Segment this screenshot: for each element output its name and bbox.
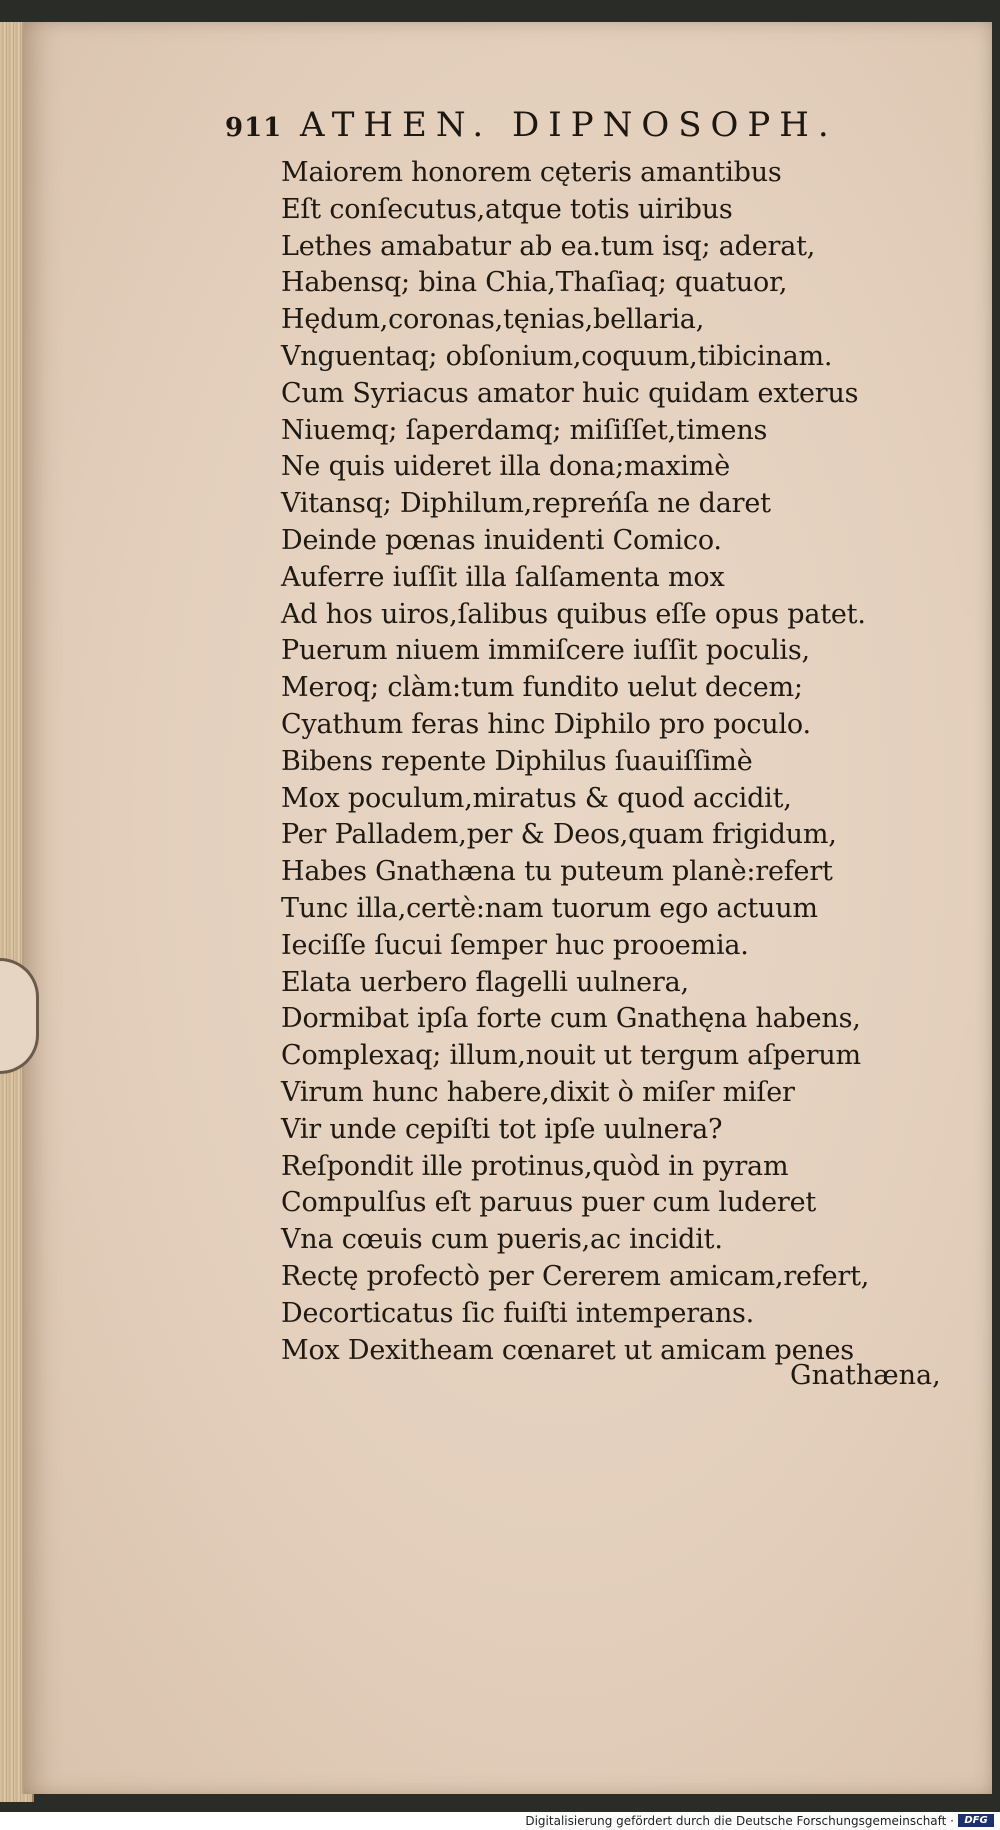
verse-line: Lethes amabatur ab ea.tum isq; aderat, — [281, 230, 816, 262]
verse-line: Complexaq; illum,nouit ut tergum aſperum — [281, 1040, 861, 1072]
verse-line: Virum hunc habere,dixit ò miſer miſer — [281, 1076, 795, 1108]
funding-credit: Digitalisierung gefördert durch die Deutsche Forschungsgemeinschaft · — [525, 1814, 954, 1828]
verse-line: Eſt conſecutus,atque totis uiribus — [281, 193, 733, 225]
folio-number: 911 — [225, 113, 283, 143]
verse-line: Per Palladem,per & Deos,quam frigidum, — [281, 819, 837, 851]
verse-line: Ne quis uideret illa dona;maximè — [281, 451, 730, 483]
verse-line: Decorticatus ſic fuiſti intemperans. — [281, 1297, 755, 1329]
verse-line: Reſpondit ille protinus,quòd in pyram — [281, 1150, 789, 1182]
verse-line: Dormibat ipſa forte cum Gnathęna habens, — [281, 1003, 861, 1035]
verse-line: Bibens repente Diphilus ſuauiſſimè — [281, 745, 753, 777]
verse-line: Vnguentaq; obſonium,coquum,tibicinam. — [281, 340, 833, 372]
verse-line: Meroq; clàm:tum fundito uelut decem; — [281, 672, 803, 704]
verse-line: Niuemq; ſaperdamq; miſiſſet,timens — [281, 414, 768, 446]
verse-line: Hędum,coronas,tęnias,bellaria, — [281, 304, 705, 336]
verse-line: Cyathum feras hinc Diphilo pro poculo. — [281, 708, 811, 740]
running-title: ATHEN. DIPNOSOPH. — [300, 105, 838, 145]
verse-line: Mox poculum,miratus & quod accidit, — [281, 782, 792, 814]
verse-line: Deinde pœnas inuidenti Comico. — [281, 524, 722, 556]
verse-line: Habes Gnathæna tu puteum planè:refert — [281, 856, 833, 888]
verse-line: Elata uerbero flagelli uulnera, — [281, 966, 689, 998]
verse-line: Maiorem honorem cęteris amantibus — [281, 157, 782, 188]
catchword: Gnathæna, — [790, 1360, 941, 1391]
dfg-logo: DFG — [958, 1814, 994, 1827]
verse-line: Puerum niuem immiſcere iuſſit poculis, — [281, 635, 810, 667]
verse-line: Vna cœuis cum pueris,ac incidit. — [281, 1224, 723, 1256]
verse-line: Rectę profectò per Cererem amicam,refert, — [281, 1260, 870, 1292]
verse-line: Ad hos uiros,ſalibus quibus eſſe opus patet. — [281, 598, 866, 630]
verse-line: Habensq; bina Chia,Thaſiaq; quatuor, — [281, 267, 788, 299]
verse-line: Vitansq; Diphilum,repreńſa ne daret — [281, 488, 771, 520]
verse-line: Cum Syriacus amator huic quidam exterus — [281, 377, 859, 409]
verse-line: Compulſus eſt paruus puer cum luderet — [281, 1187, 817, 1219]
verse-text-block — [281, 155, 961, 1369]
verse-line: Ieciſſe ſucui ſemper huc prooemia. — [281, 929, 749, 961]
verse-line: Mox Dexitheam cœnaret ut amicam penes — [281, 1334, 854, 1366]
verse-line: Tunc illa,certè:nam tuorum ego actuum — [281, 892, 818, 924]
verse-line: Vir unde cepiſti tot ipſe uulnera? — [281, 1113, 723, 1145]
verse-line: Auferre iuſſit illa ſalſamenta mox — [281, 561, 725, 593]
